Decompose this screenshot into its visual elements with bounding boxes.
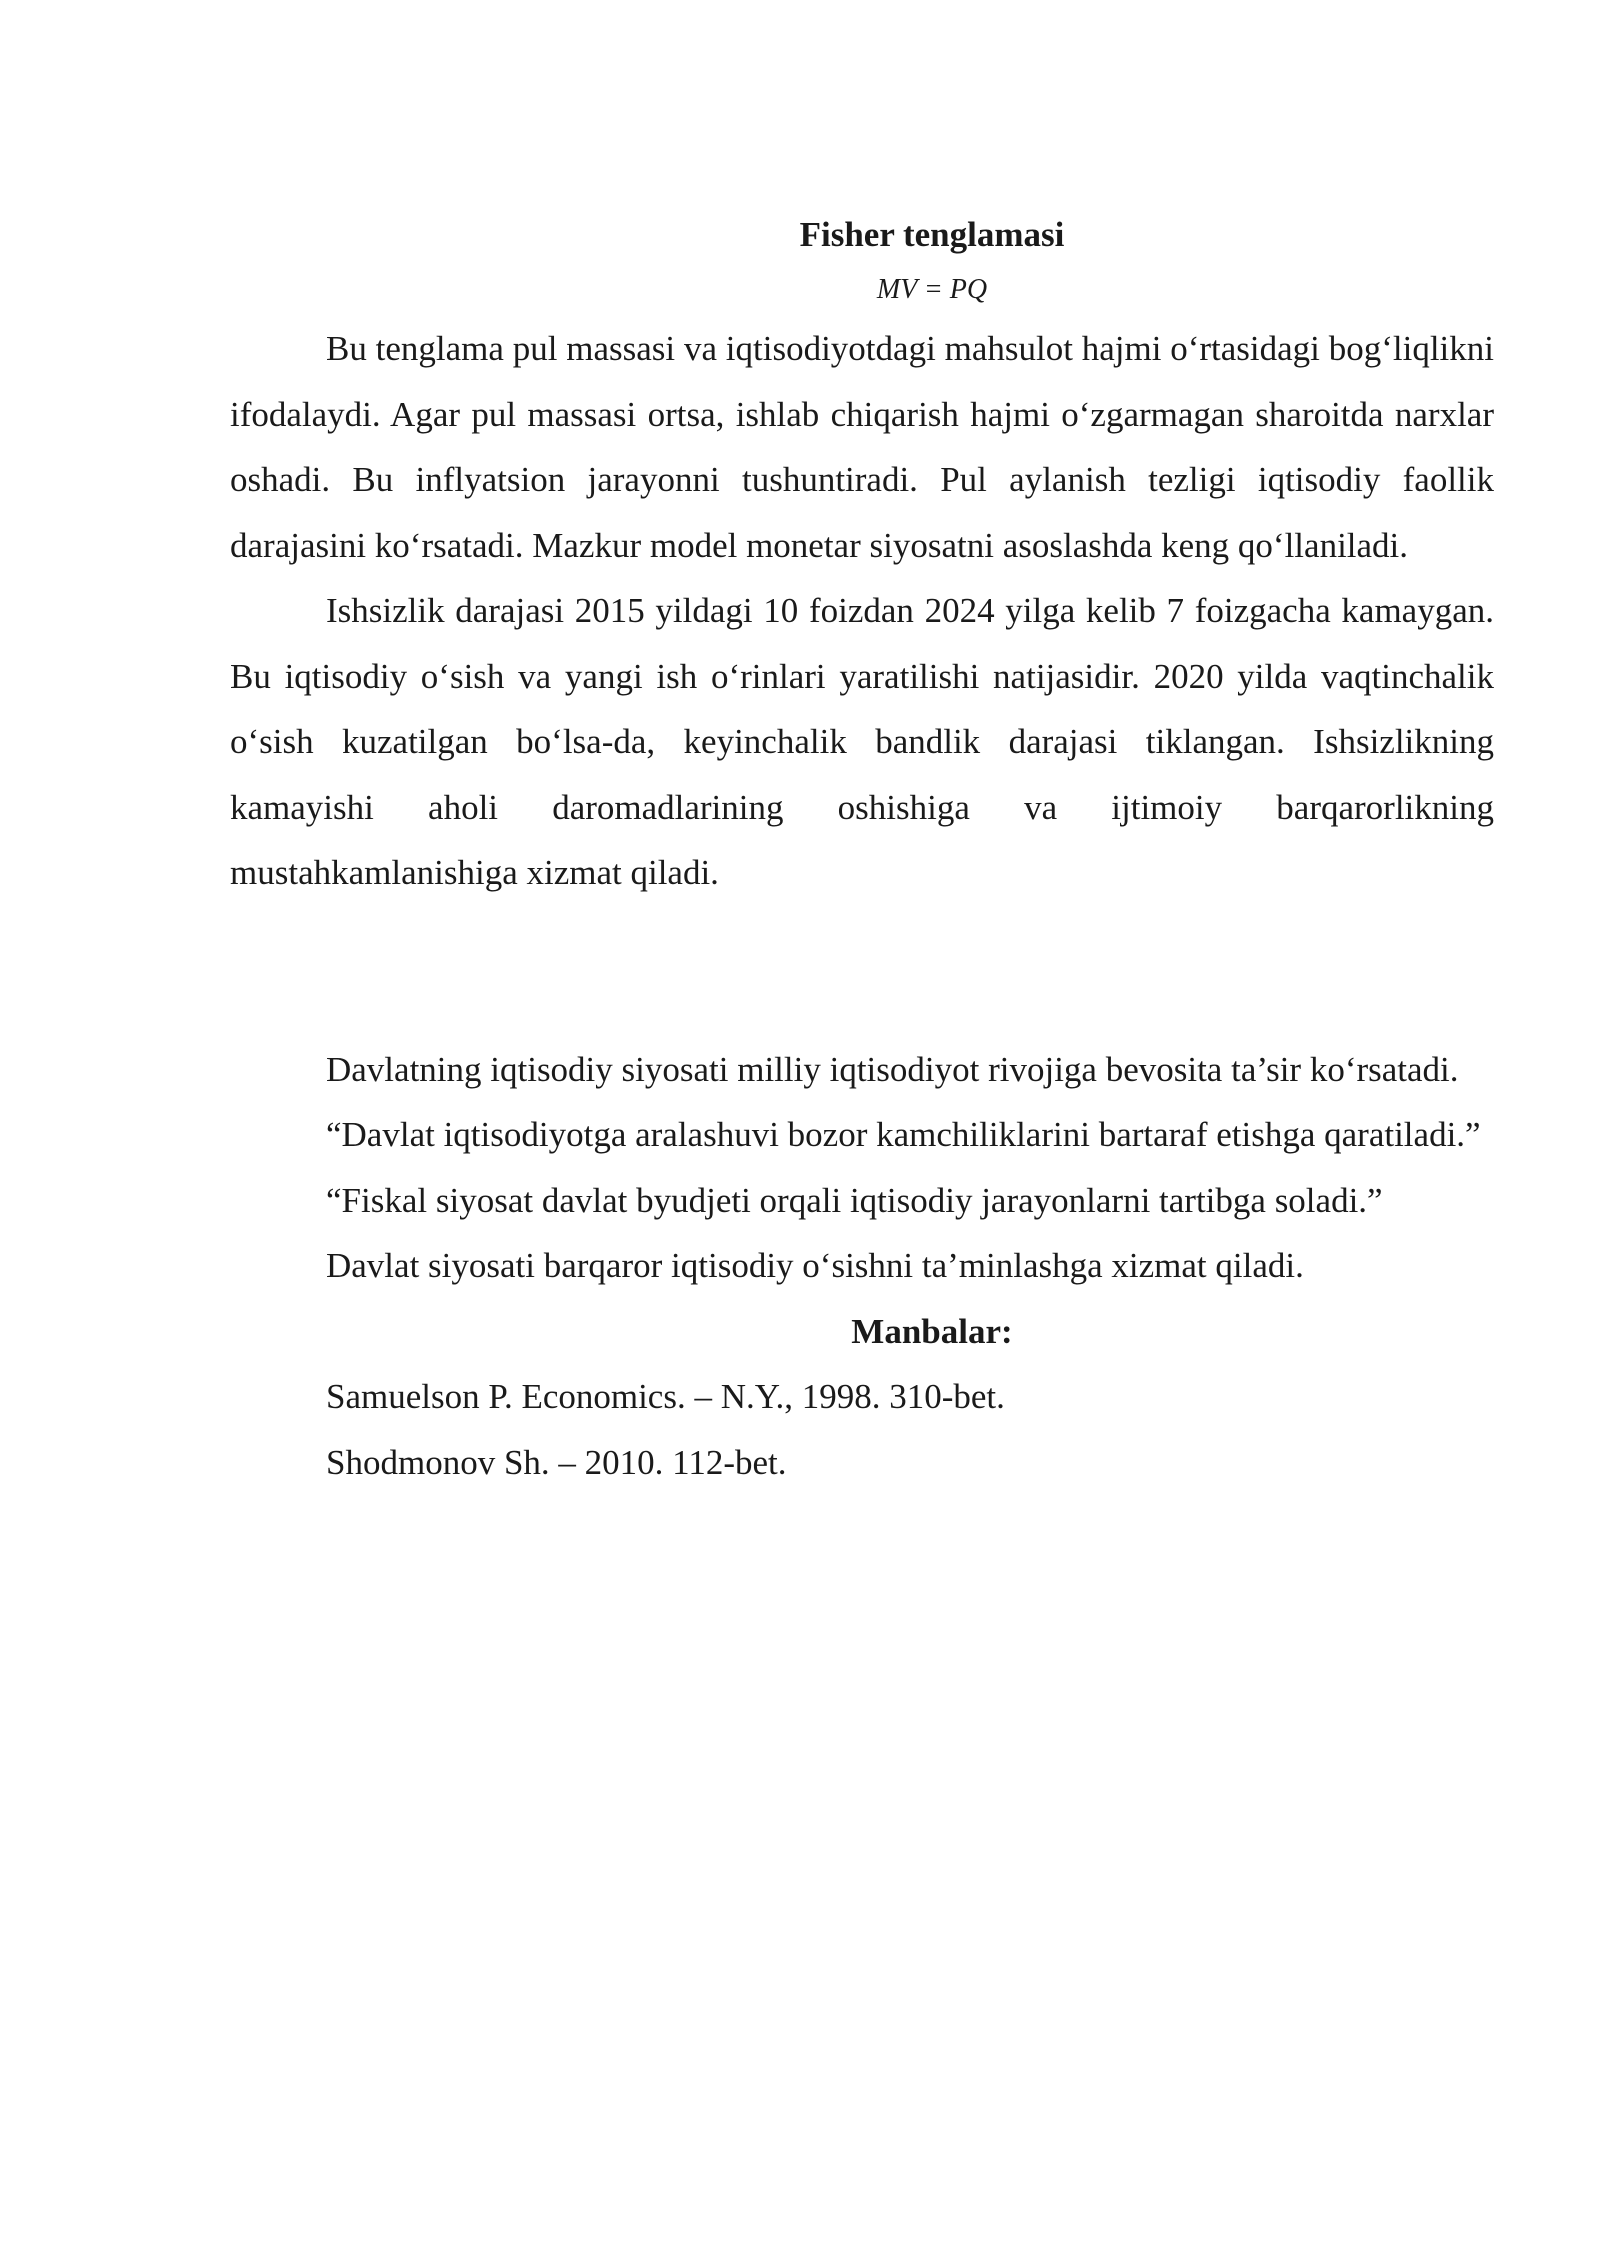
paragraph-fisher-explanation: Bu tenglama pul massasi va iqtisodiyotdagi mahsulot hajmi o‘rtasidagi bog‘liqlikni ifodalaydi. Agar pul massasi ortsa, ishlab chiqarish hajmi o‘zgarmagan sharoitda narxlar oshadi. Bu inflyatsion jarayonni tushuntiradi. Pul aylanish tezligi iqtisodiy faollik darajasini ko‘rsatadi. Mazkur model monetar siyosatni asoslashda keng qo‘llaniladi.: [230, 329, 1494, 565]
source-item-samuelson: Samuelson P. Economics. – N.Y., 1998. 310-bet.: [326, 1377, 1005, 1416]
source-item-shodmonov: Shodmonov Sh. – 2010. 112-bet.: [326, 1442, 787, 1482]
document-title: Fisher tenglamasi: [799, 215, 1065, 254]
sources-heading: Manbalar:: [851, 1311, 1013, 1351]
quote-fiscal-policy: “Fiskal siyosat davlat byudjeti orqali iqtisodiy jarayonlarni tartibga soladi.”: [326, 1180, 1383, 1220]
fisher-formula: MV = PQ: [876, 274, 988, 305]
quote-state-intervention: “Davlat iqtisodiyotga aralashuvi bozor kamchiliklarini bartaraf etishga qaratiladi.”: [326, 1115, 1481, 1154]
paragraph-stable-growth: Davlat siyosati barqaror iqtisodiy o‘sishni ta’minlashga xizmat qiladi.: [326, 1246, 1304, 1285]
document-page: [230, 210, 1494, 1495]
paragraph-state-policy: Davlatning iqtisodiy siyosati milliy iqtisodiyot rivojiga bevosita ta’sir ko‘rsatadi.: [326, 1049, 1459, 1089]
paragraph-unemployment: Ishsizlik darajasi 2015 yildagi 10 foizdan 2024 yilga kelib 7 foizgacha kamaygan. Bu iqtisodiy o‘sish va yangi ish o‘rinlari yaratilishi natijasidir. 2020 yilda vaqtinchalik o‘sish kuzatilgan bo‘lsa-da, keyinchalik bandlik darajasi tiklangan. Ishsizlikning kamayishi aholi daromadlarining oshishiga va ijtimoiy barqarorlikning mustahkamlanishiga xizmat qiladi.: [230, 591, 1494, 892]
blank-spacer: [230, 906, 1494, 1037]
